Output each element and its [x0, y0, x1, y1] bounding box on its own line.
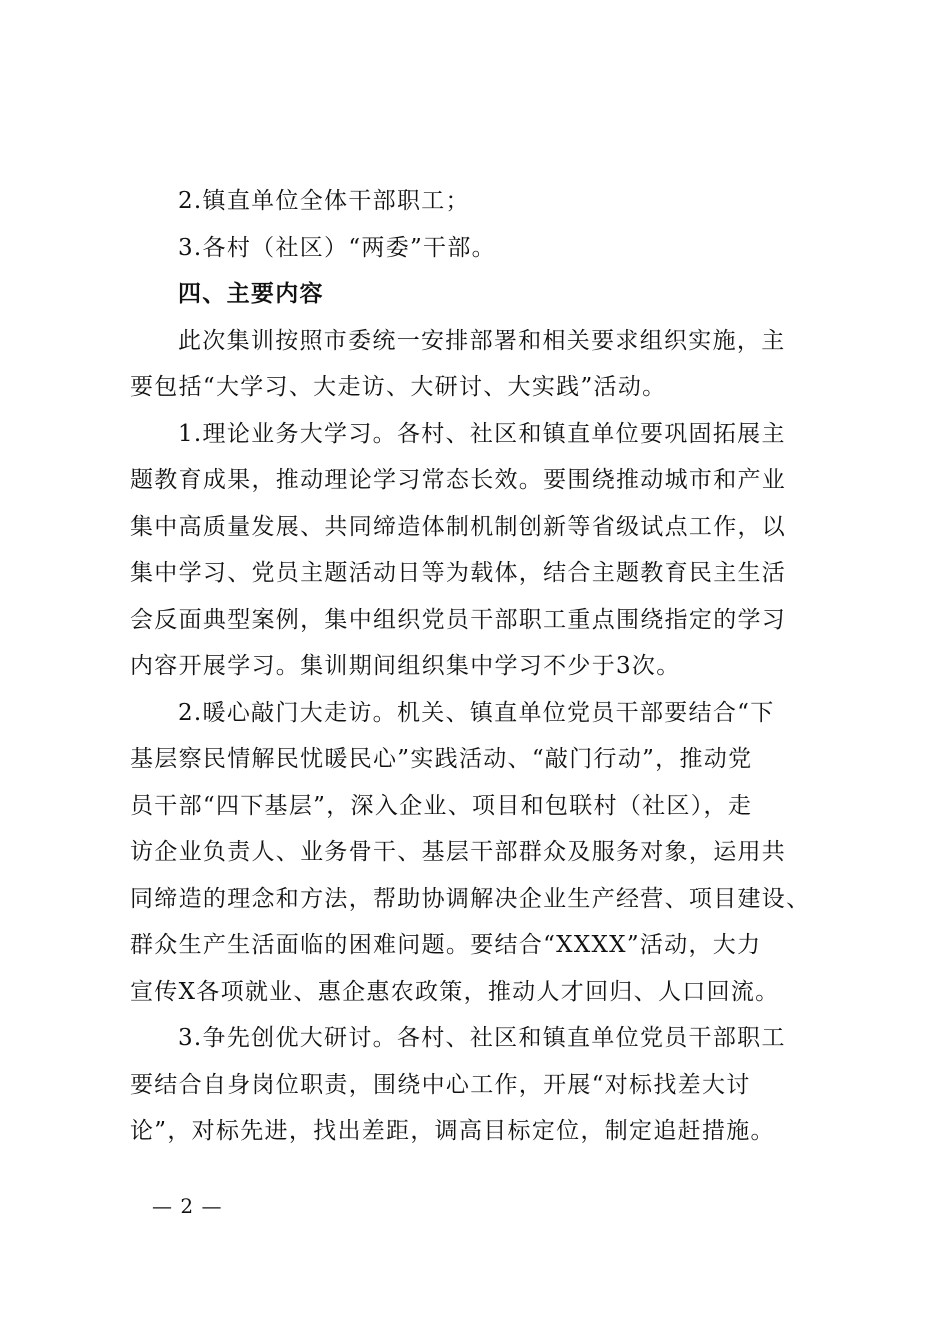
- paragraph-line: 要结合自身岗位职责，围绕中心工作，开展“对标找差大讨: [130, 1071, 751, 1098]
- paragraph-line: 题教育成果，推动理论学习常态长效。要围绕推动城市和产业: [130, 467, 787, 493]
- section-heading-main-content: 四、主要内容: [178, 281, 324, 307]
- paragraph-line: 内容开展学习。集训期间组织集中学习不少于3次。: [130, 653, 681, 679]
- list-item-village-committees: 3.各村（社区）“两委”干部。: [178, 234, 496, 261]
- paragraph-line: 同缔造的理念和方法，帮助协调解决企业生产经营、项目建设、: [130, 885, 811, 912]
- paragraph-line: 论”，对标先进，找出差距，调高目标定位，制定追赶措施。: [130, 1118, 775, 1144]
- paragraph-line: 宣传X各项就业、惠企惠农政策，推动人才回归、人口回流。: [130, 978, 780, 1005]
- paragraph-line: 2.暖心敲门大走访。机关、镇直单位党员干部要结合“下: [178, 699, 775, 726]
- paragraph-line: 群众生产生活面临的困难问题。要结合“XXXX”活动，大力: [130, 932, 762, 958]
- paragraph-line: 集中学习、党员主题活动日等为载体，结合主题教育民主生活: [130, 560, 787, 586]
- document-body: [130, 178, 835, 1155]
- paragraph-line: 3.争先创优大研讨。各村、社区和镇直单位党员干部职工: [178, 1025, 786, 1051]
- paragraph-line: 集中高质量发展、共同缔造体制机制创新等省级试点工作，以: [130, 513, 787, 540]
- paragraph-line: 会反面典型案例，集中组织党员干部职工重点围绕指定的学习: [130, 606, 787, 633]
- paragraph-line: 访企业负责人、业务骨干、基层干部群众及服务对象，运用共: [130, 839, 787, 865]
- page-number: — 2 —: [152, 1194, 223, 1218]
- paragraph-line: 员干部“四下基层”，深入企业、项目和包联村（社区），走: [130, 792, 753, 819]
- paragraph-line: 1.理论业务大学习。各村、社区和镇直单位要巩固拓展主: [178, 420, 786, 447]
- list-item-township-staff: 2.镇直单位全体干部职工；: [178, 188, 470, 214]
- paragraph-line: 要包括“大学习、大走访、大研讨、大实践”活动。: [130, 374, 667, 400]
- paragraph-line: 此次集训按照市委统一安排部署和相关要求组织实施，主: [178, 327, 786, 354]
- paragraph-line: 基层察民情解民忧暖民心”实践活动、“敲门行动”，推动党: [130, 746, 753, 772]
